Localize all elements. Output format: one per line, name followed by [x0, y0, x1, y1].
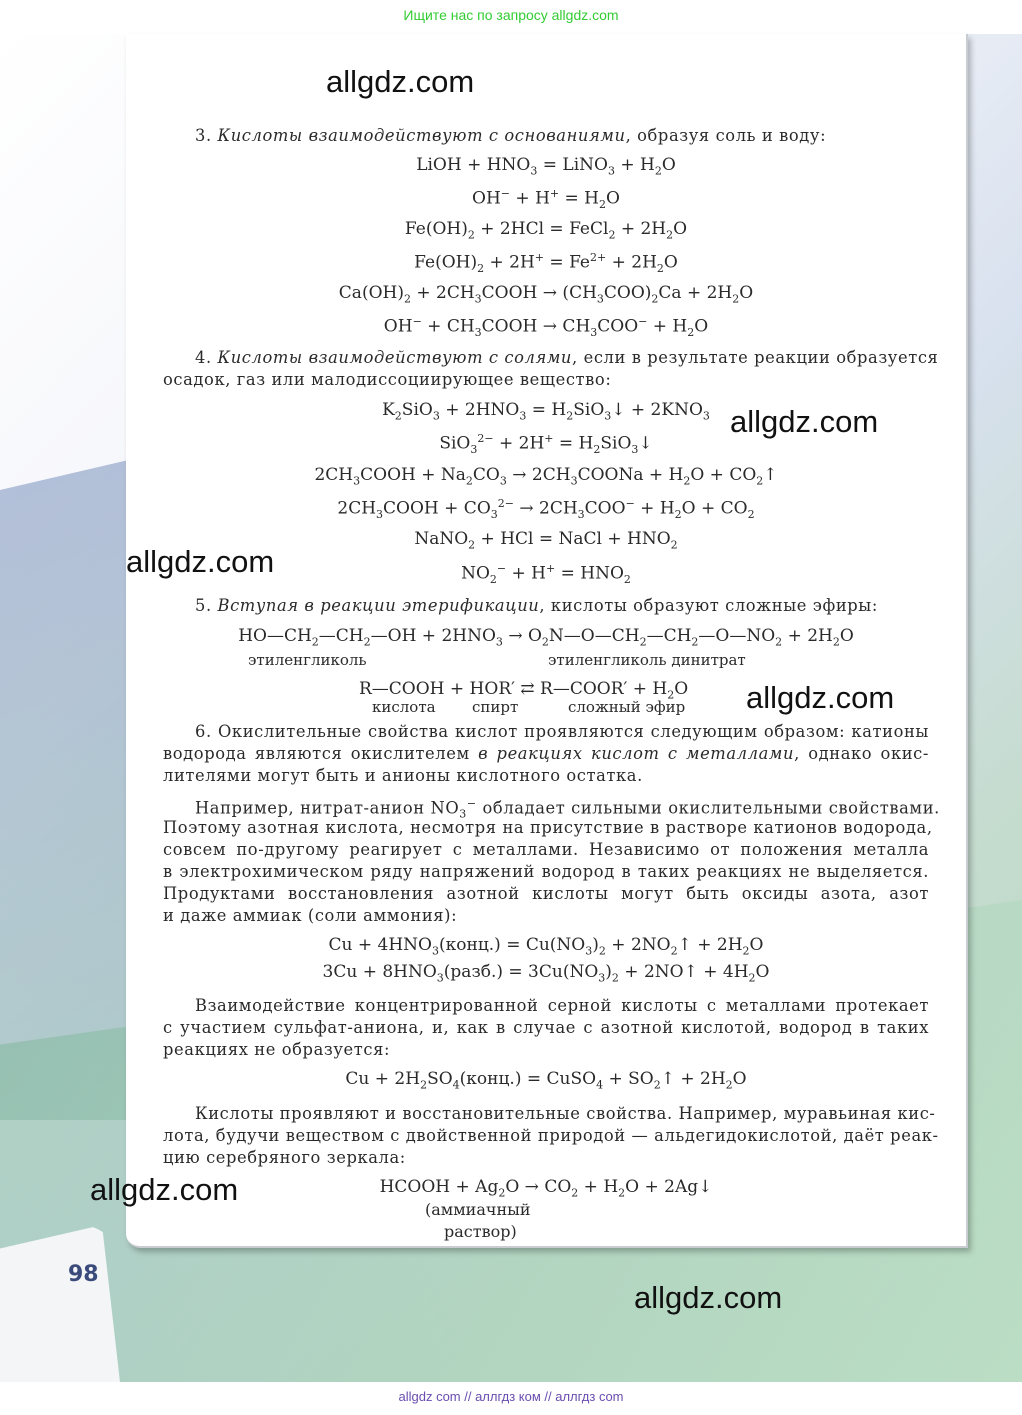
reaction-label: раствор)	[444, 1222, 517, 1241]
paragraph-7-cont: Поэтому азотная кислота, несмотря на присутствие в растворе катионов водорода,	[163, 818, 933, 837]
paragraph-8-cont: с участием сульфат-аниона, и, как в случае с азотной кислотой, водород в таких	[163, 1018, 929, 1037]
paragraph-7-cont: и даже аммиак (соли аммония):	[163, 906, 458, 925]
watermark: allgdz.com	[90, 1172, 239, 1207]
equation: $OH^- + H^+ = H_2O$	[472, 187, 620, 212]
equation: LiOH + $HNO_3$ = LiNO$_3$ + $H_2O$	[416, 155, 676, 178]
paragraph-6: 6. Окислительные свойства кислот проявляются следующим образом: катионы	[195, 722, 929, 741]
reaction-label: сложный эфир	[568, 698, 686, 716]
watermark: allgdz.com	[746, 680, 895, 715]
paragraph-8-cont: реакциях не образуется:	[163, 1040, 391, 1059]
equation: $2CH_3COOH + CO_3^{2-} \to 2CH_3COO^- + H_2O + CO_2$	[337, 497, 755, 522]
equation: $2CH_3COOH + Na_2CO_3$ → $2CH_3COONa + H_2O$ + $CO_2↑$	[314, 465, 778, 488]
watermark: allgdz.com	[730, 404, 879, 439]
paragraph-7-cont: совсем по-другому реагирует с металлами. Независимо от положения металла	[163, 840, 929, 859]
paragraph-8: Взаимодействие концентрированной серной кислоты с металлами протекает	[195, 996, 929, 1015]
paragraph-4-cont: осадок, газ или малодиссоциирующее вещество:	[163, 370, 612, 389]
equation: $Ca(OH)_2$ + $2CH_3COOH \to (CH_3COO)_2Ca + 2H_2O$	[338, 283, 754, 306]
equation: $HO—CH_2—CH_2—OH + 2HNO_3$ → $O_2N—O—CH_2—CH_2—O—NO_2 + 2H_2O$	[238, 626, 854, 649]
paragraph-5: 5. Вступая в реакции этерификации, кислоты образуют сложные эфиры:	[195, 596, 878, 615]
equation: $Cu + 4HNO_3(конц.) = Cu(NO_3)_2$ + $2NO_2↑ + 2H_2O$	[328, 935, 764, 958]
reaction-label: кислота	[372, 698, 436, 716]
equation: $Fe(OH)_2 + 2HCl$ = FeCl$_2$ + $2H_2O$	[404, 219, 688, 242]
background-tab	[0, 1225, 120, 1382]
paragraph-6-cont: лителями могут быть и анионы кислотного остатка.	[163, 766, 643, 785]
watermark: allgdz.com	[634, 1280, 783, 1315]
reaction-label: этиленгликоль динитрат	[548, 651, 746, 669]
paragraph-7-cont: в электрохимическом ряду напряжений водород в таких реакциях не выделяется.	[163, 862, 929, 881]
watermark: allgdz.com	[326, 64, 475, 99]
page-number: 98	[68, 1262, 99, 1287]
equation: $OH^- + CH_3COOH \to CH_3COO^- + H_2O$	[383, 315, 709, 340]
watermark: allgdz.com	[126, 544, 275, 579]
equation: HCOOH + $Ag_2O \to CO_2 + H_2O$ + 2Ag↓	[379, 1177, 713, 1200]
paragraph-9-cont: лота, будучи веществом с двойственной природой — альдегидокислотой, даёт реак-	[163, 1126, 939, 1145]
equation: $3Cu + 8HNO_3(разб.) = 3Cu(NO_3)_2$ + 2NO↑ + $4H_2O$	[322, 962, 770, 985]
paragraph-7-cont: Продуктами восстановления азотной кислоты могут быть оксиды азота, азот	[163, 884, 929, 903]
paragraph-9-cont: цию серебряного зеркала:	[163, 1148, 406, 1167]
equation: $NO_2^- + H^+ = HNO_2$	[461, 562, 631, 587]
reaction-label: этиленгликоль	[248, 651, 367, 669]
reaction-label: спирт	[472, 698, 519, 716]
equation: $Fe(OH)_2 + 2H^+ = Fe^{2+} + 2H_2O$	[414, 251, 678, 276]
paragraph-7: Например, нитрат-анион $NO_3^-$ обладает сильными окислительными свойствами.	[195, 797, 940, 821]
paragraph-3: 3. Кислоты взаимодействуют с основаниями, образуя соль и воду:	[195, 126, 827, 145]
equation: $Cu + 2H_2SO_4(конц.)$ = CuSO$_4$ + $SO_2↑ + 2H_2O$	[345, 1069, 747, 1092]
equation: NaNO$_2$ + HCl = NaCl + $HNO_2$	[414, 529, 678, 552]
equation: $K_2SiO_3 + 2HNO_3$ = $H_2SiO_3↓ + 2KNO_3$	[382, 400, 710, 423]
bottom-banner[interactable]: allgdz com // аллгдз ком // аллгдз com	[0, 1382, 1022, 1415]
paragraph-4: 4. Кислоты взаимодействуют с солями, если в результате реакции образуется	[195, 348, 939, 367]
top-banner[interactable]: Ищите нас по запросу allgdz.com	[0, 0, 1022, 34]
reaction-label: (аммиачный	[425, 1200, 531, 1219]
equation: R—COOH + HOR′ ⇄ R—COOR′ + $H_2O$	[359, 679, 689, 702]
equation: $SiO_3^{2-} + 2H^+ = H_2SiO_3↓$	[439, 432, 653, 457]
paragraph-6-cont: водорода являются окислителем в реакциях кислот с металлами, однако окис-	[163, 744, 930, 763]
paragraph-9: Кислоты проявляют и восстановительные свойства. Например, муравьиная кис-	[195, 1104, 936, 1123]
